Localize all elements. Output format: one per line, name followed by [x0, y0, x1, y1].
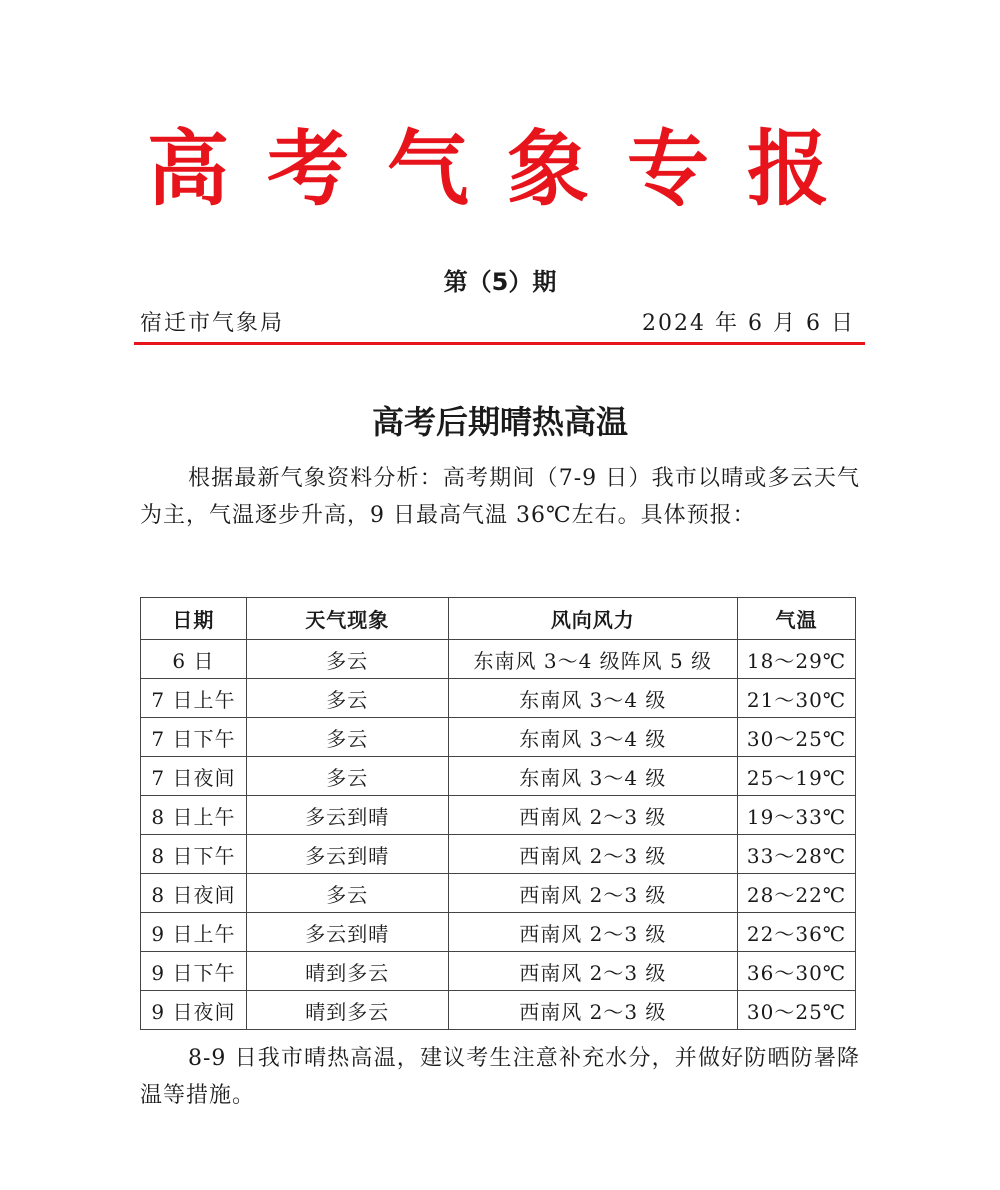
table-row	[141, 952, 856, 991]
cell-date: 9 日夜间	[141, 991, 247, 1030]
cell-temperature: 25～19℃	[738, 757, 856, 796]
cell-wind: 西南风 2～3 级	[448, 952, 738, 991]
intro-paragraph: 根据最新气象资料分析：高考期间（7-9 日）我市以晴或多云天气为主，气温逐步升高，9 日最高气温 36℃左右。具体预报：	[140, 466, 860, 528]
cell-weather: 晴到多云	[246, 952, 448, 991]
cell-weather: 多云到晴	[246, 796, 448, 835]
cell-date: 7 日下午	[141, 718, 247, 757]
table-row	[141, 913, 856, 952]
cell-wind: 西南风 2～3 级	[448, 874, 738, 913]
cell-wind: 西南风 2～3 级	[448, 991, 738, 1030]
cell-weather: 多云到晴	[246, 835, 448, 874]
cell-weather: 多云	[246, 718, 448, 757]
table-row	[141, 757, 856, 796]
cell-wind: 东南风 3～4 级	[448, 757, 738, 796]
table-row	[141, 991, 856, 1030]
cell-wind: 西南风 2～3 级	[448, 913, 738, 952]
header-divider	[134, 342, 865, 345]
table-row	[141, 718, 856, 757]
issuing-organization: 宿迁市气象局	[140, 311, 285, 336]
cell-temperature: 28～22℃	[738, 874, 856, 913]
cell-temperature: 36～30℃	[738, 952, 856, 991]
header-wind: 风向风力	[448, 598, 738, 640]
cell-wind: 东南风 3～4 级阵风 5 级	[448, 640, 738, 679]
cell-weather: 多云	[246, 679, 448, 718]
issue-number: 第（5）期	[443, 268, 557, 296]
table-row	[141, 835, 856, 874]
cell-wind: 西南风 2～3 级	[448, 835, 738, 874]
cell-weather: 多云	[246, 874, 448, 913]
cell-weather: 晴到多云	[246, 991, 448, 1030]
cell-date: 6 日	[141, 640, 247, 679]
cell-temperature: 19～33℃	[738, 796, 856, 835]
cell-weather: 多云	[246, 640, 448, 679]
forecast-table	[140, 597, 856, 1030]
cell-date: 9 日上午	[141, 913, 247, 952]
table-row	[141, 874, 856, 913]
cell-date: 8 日夜间	[141, 874, 247, 913]
cell-date: 7 日上午	[141, 679, 247, 718]
cell-temperature: 30～25℃	[738, 991, 856, 1030]
closing-paragraph: 8-9 日我市晴热高温，建议考生注意补充水分，并做好防晒防暑降温等措施。	[140, 1046, 860, 1108]
table-row	[141, 679, 856, 718]
issue-date: 2024 年 6 月 6 日	[642, 311, 855, 336]
cell-date: 7 日夜间	[141, 757, 247, 796]
header-date: 日期	[141, 598, 247, 640]
cell-temperature: 33～28℃	[738, 835, 856, 874]
cell-temperature: 18～29℃	[738, 640, 856, 679]
cell-wind: 西南风 2～3 级	[448, 796, 738, 835]
cell-weather: 多云	[246, 757, 448, 796]
report-headline: 高考后期晴热高温	[371, 403, 628, 441]
table-row	[141, 640, 856, 679]
cell-date: 9 日下午	[141, 952, 247, 991]
table-header-row	[141, 598, 856, 640]
cell-wind: 东南风 3～4 级	[448, 718, 738, 757]
cell-date: 8 日下午	[141, 835, 247, 874]
cell-temperature: 30～25℃	[738, 718, 856, 757]
cell-date: 8 日上午	[141, 796, 247, 835]
masthead-title: 高考气象专报	[146, 121, 867, 217]
cell-temperature: 22～36℃	[738, 913, 856, 952]
cell-temperature: 21～30℃	[738, 679, 856, 718]
cell-wind: 东南风 3～4 级	[448, 679, 738, 718]
header-weather: 天气现象	[246, 598, 448, 640]
table-row	[141, 796, 856, 835]
cell-weather: 多云到晴	[246, 913, 448, 952]
header-temperature: 气温	[738, 598, 856, 640]
